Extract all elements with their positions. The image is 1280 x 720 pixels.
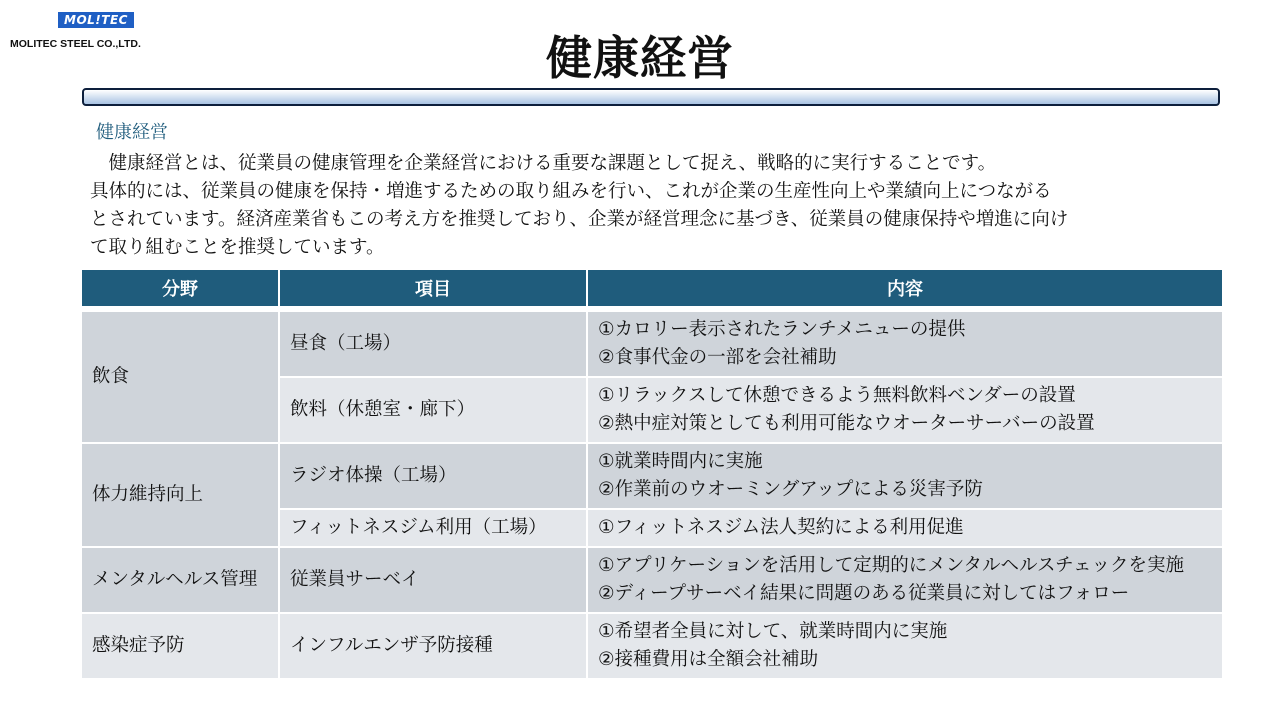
item-cell: 飲料（休憩室・廊下） [280, 378, 586, 442]
category-cell: 飲食 [82, 312, 278, 442]
content-cell: ①リラックスして休憩できるよう無料飲料ベンダーの設置 ②熱中症対策としても利用可能なウオーターサーバーの設置 [588, 378, 1222, 442]
item-cell: 従業員サーベイ [280, 548, 586, 612]
item-cell: フィットネスジム利用（工場） [280, 510, 586, 546]
logo-badge: MOL!TEC [58, 12, 134, 28]
content-cell: ①アプリケーションを活用して定期的にメンタルヘルスチェックを実施 ②ディープサーベイ結果に問題のある従業員に対してはフォロー [588, 548, 1222, 612]
category-cell: 体力維持向上 [82, 444, 278, 546]
header-spacer [82, 308, 1222, 310]
content-cell: ①フィットネスジム法人契約による利用促進 [588, 510, 1222, 546]
category-cell: メンタルヘルス管理 [82, 548, 278, 612]
intro-paragraph: 健康経営とは、従業員の健康管理を企業経営における重要な課題として捉え、戦略的に実行することです。 具体的には、従業員の健康を保持・増進するための取り組みを行い、これが企業の生産性向上や業績向上につながる とされています。経済産業省もこの考え方を推奨しており、企業が経営理念に基づき、従業員の健康保持や増進に向け て取り組むことを推奨しています。 [90, 153, 1069, 258]
content-cell: ①希望者全員に対して、就業時間内に実施 ②接種費用は全額会社補助 [588, 614, 1222, 678]
header-item: 項目 [280, 270, 586, 306]
header-category: 分野 [82, 270, 278, 306]
header-content: 内容 [588, 270, 1222, 306]
item-cell: インフルエンザ予防接種 [280, 614, 586, 678]
page-title: 健康経営 [546, 31, 734, 85]
company-name: MOLITEC STEEL CO.,LTD. [10, 38, 141, 50]
title-divider-bar [82, 88, 1220, 106]
content-cell: ①カロリー表示されたランチメニューの提供 ②食事代金の一部を会社補助 [588, 312, 1222, 376]
category-cell: 感染症予防 [82, 614, 278, 678]
item-cell: 昼食（工場） [280, 312, 586, 376]
content-cell: ①就業時間内に実施 ②作業前のウオーミングアップによる災害予防 [588, 444, 1222, 508]
item-cell: ラジオ体操（工場） [280, 444, 586, 508]
health-management-table [82, 270, 1218, 678]
section-subtitle: 健康経営 [96, 122, 168, 143]
